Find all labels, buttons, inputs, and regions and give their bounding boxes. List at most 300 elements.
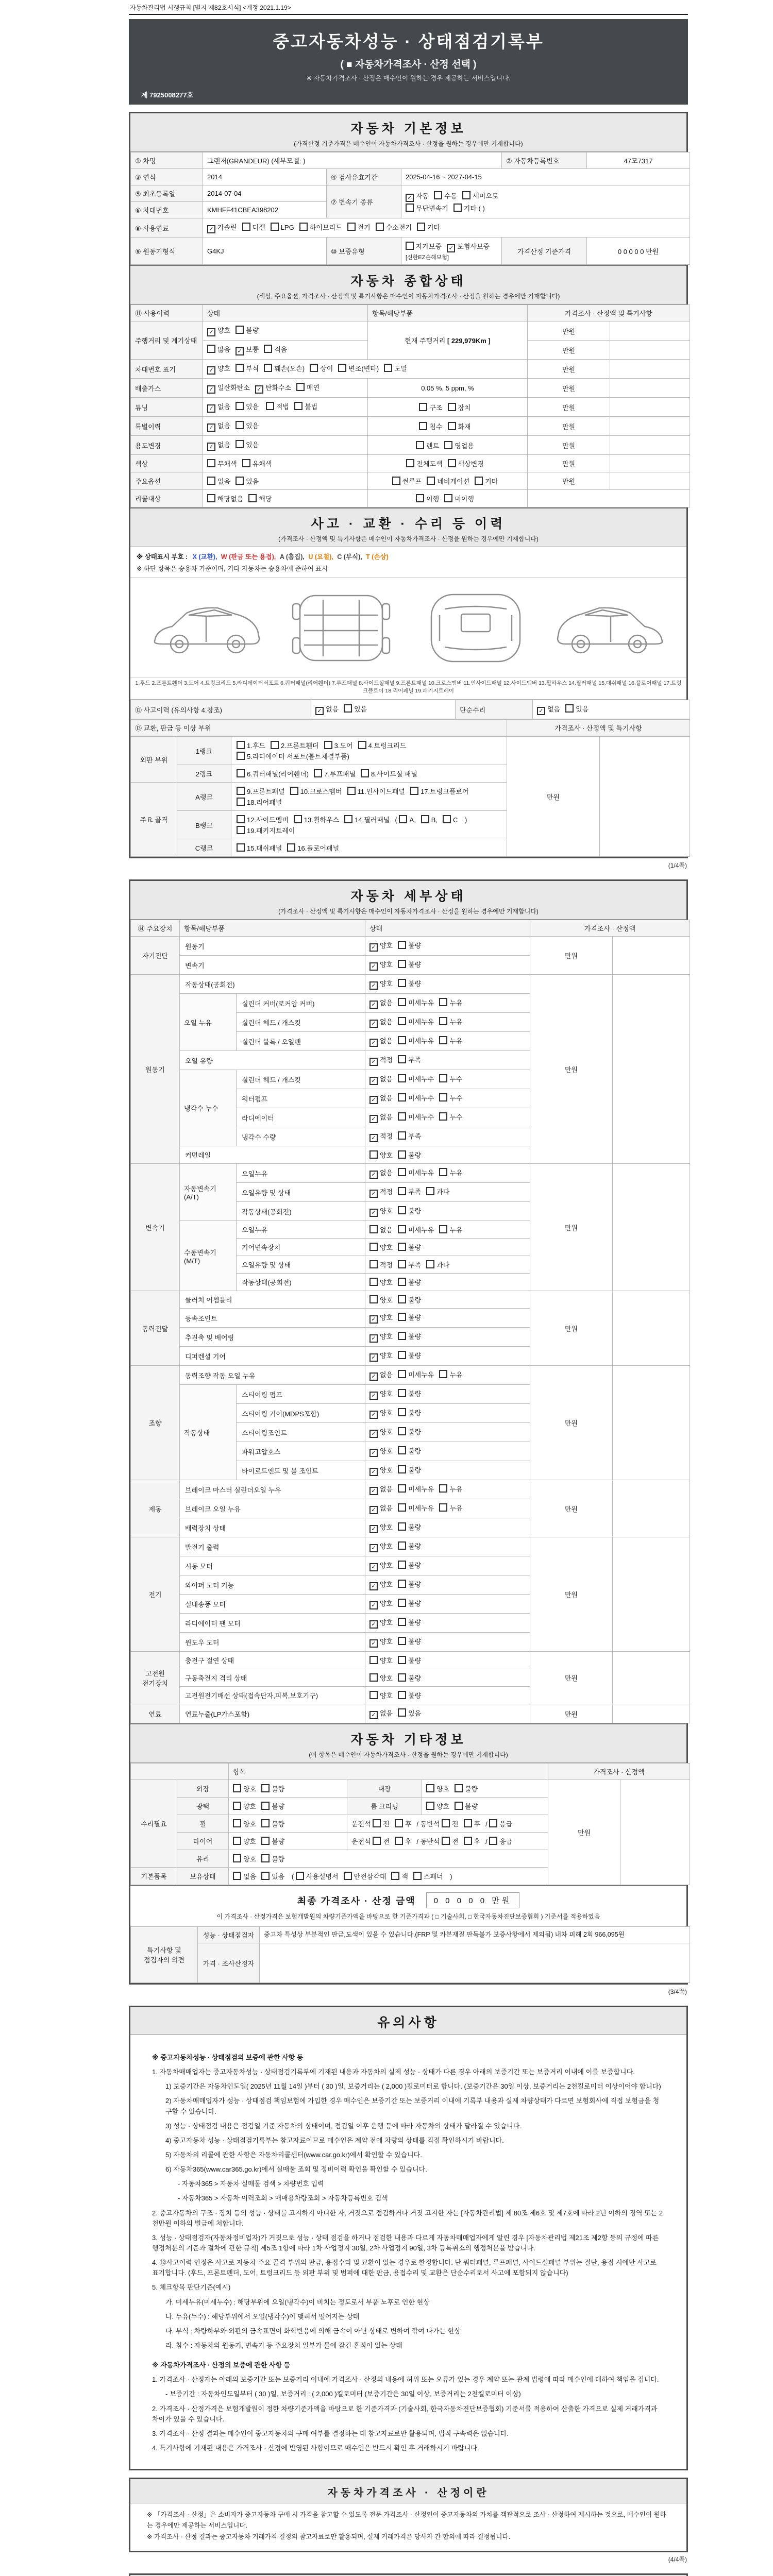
checkbox-option[interactable] [369, 1369, 393, 1381]
checkbox-option[interactable] [398, 1579, 421, 1589]
checkbox-icon[interactable] [338, 364, 346, 372]
checkbox-option[interactable] [369, 1016, 393, 1028]
checkbox-option[interactable] [207, 420, 230, 432]
checkbox-cell[interactable] [231, 839, 507, 857]
checkbox-checked-icon[interactable]: ✓ [369, 962, 378, 971]
checkbox-cell[interactable] [347, 1815, 548, 1833]
checkbox-option[interactable] [369, 1598, 393, 1609]
checkbox-option[interactable] [399, 815, 415, 824]
checkbox-cell[interactable] [203, 417, 368, 436]
checkbox-icon[interactable] [475, 477, 483, 485]
checkbox-option[interactable] [369, 1055, 393, 1066]
checkbox-cell[interactable] [365, 937, 530, 956]
checkbox-option[interactable] [398, 1541, 421, 1551]
checkbox-cell[interactable] [365, 1687, 530, 1704]
checkbox-cell[interactable] [229, 1780, 347, 1798]
checkbox-option[interactable] [261, 1836, 284, 1846]
checkbox-checked-icon[interactable]: ✓ [369, 1372, 378, 1381]
checkbox-option[interactable] [236, 439, 259, 449]
checkbox-option[interactable] [287, 843, 339, 853]
checkbox-icon[interactable] [399, 815, 407, 823]
checkbox-icon[interactable] [398, 1637, 406, 1645]
checkbox-icon[interactable] [261, 1837, 270, 1845]
checkbox-icon[interactable] [287, 843, 295, 852]
checkbox-checked-icon[interactable]: ✓ [207, 385, 215, 394]
checkbox-checked-icon[interactable]: ✓ [255, 385, 263, 394]
checkbox-option[interactable] [398, 940, 421, 950]
checkbox-icon[interactable] [416, 494, 424, 502]
checkbox-icon[interactable] [373, 1819, 381, 1827]
checkbox-option[interactable] [398, 1167, 434, 1177]
checkbox-cell[interactable] [365, 1274, 530, 1291]
checkbox-cell[interactable] [365, 1070, 530, 1089]
checkbox-icon[interactable] [426, 1187, 434, 1195]
checkbox-option[interactable] [398, 1312, 421, 1322]
checkbox-option[interactable] [207, 476, 230, 486]
checkbox-option[interactable] [439, 1167, 462, 1177]
checkbox-icon[interactable] [344, 1872, 352, 1880]
checkbox-checked-icon[interactable]: ✓ [369, 1525, 378, 1533]
checkbox-option[interactable] [369, 1522, 393, 1533]
checkbox-icon[interactable] [261, 1819, 270, 1827]
checkbox-option[interactable] [369, 1484, 393, 1495]
checkbox-icon[interactable] [448, 403, 456, 411]
checkbox-icon[interactable] [419, 422, 427, 430]
checkbox-option[interactable] [237, 797, 282, 807]
checkbox-option[interactable] [237, 751, 349, 761]
checkbox-option[interactable] [369, 1427, 393, 1438]
checkbox-option[interactable] [242, 222, 265, 232]
checkbox-option[interactable] [398, 1055, 421, 1064]
checkbox-icon[interactable] [439, 1168, 447, 1176]
checkbox-option[interactable] [439, 1074, 462, 1083]
checkbox-cell[interactable] [533, 700, 690, 719]
checkbox-icon[interactable] [398, 1074, 406, 1082]
checkbox-cell[interactable] [365, 1499, 530, 1518]
checkbox-option[interactable] [369, 1131, 393, 1142]
checkbox-option[interactable] [398, 1484, 434, 1494]
checkbox-checked-icon[interactable]: ✓ [369, 1582, 378, 1590]
checkbox-cell[interactable] [365, 1442, 530, 1461]
checkbox-checked-icon[interactable]: ✓ [369, 1171, 378, 1179]
checkbox-icon[interactable] [439, 1370, 447, 1378]
checkbox-option[interactable] [439, 1093, 462, 1103]
checkbox-cell[interactable] [401, 238, 502, 265]
checkbox-option[interactable] [462, 191, 498, 200]
checkbox-option[interactable] [237, 786, 285, 796]
checkbox-option[interactable] [439, 1112, 462, 1122]
checkbox-icon[interactable] [294, 815, 302, 823]
checkbox-icon[interactable] [398, 1187, 406, 1195]
checkbox-icon[interactable] [398, 998, 406, 1006]
checkbox-icon[interactable] [236, 477, 244, 485]
checkbox-icon[interactable] [294, 402, 303, 410]
checkbox-icon[interactable] [369, 1656, 378, 1664]
checkbox-option[interactable] [369, 1260, 393, 1269]
checkbox-option[interactable] [416, 440, 439, 450]
checkbox-option[interactable] [237, 843, 282, 853]
checkbox-cell[interactable] [365, 1032, 530, 1051]
checkbox-icon[interactable] [439, 1225, 447, 1233]
checkbox-icon[interactable] [398, 1131, 406, 1140]
checkbox-checked-icon[interactable]: ✓ [315, 707, 324, 715]
checkbox-icon[interactable] [398, 1260, 406, 1268]
checkbox-checked-icon[interactable]: ✓ [369, 1353, 378, 1362]
checkbox-icon[interactable] [398, 1427, 406, 1435]
checkbox-option[interactable] [369, 1465, 393, 1476]
checkbox-option[interactable] [391, 1871, 408, 1881]
checkbox-icon[interactable] [442, 1819, 450, 1827]
checkbox-icon[interactable] [236, 364, 244, 372]
checkbox-option[interactable] [426, 1784, 449, 1793]
checkbox-cell[interactable] [203, 398, 368, 417]
checkbox-option[interactable] [398, 1277, 421, 1287]
checkbox-icon[interactable] [398, 1112, 406, 1121]
checkbox-option[interactable] [416, 494, 439, 503]
checkbox-icon[interactable] [398, 1055, 406, 1063]
checkbox-option[interactable] [236, 363, 259, 373]
checkbox-option[interactable] [290, 786, 342, 796]
checkbox-cell[interactable] [231, 811, 507, 839]
checkbox-cell[interactable] [365, 1480, 530, 1499]
checkbox-option[interactable] [207, 382, 250, 394]
checkbox-option[interactable] [299, 222, 342, 232]
checkbox-cell[interactable] [365, 1518, 530, 1537]
checkbox-icon[interactable] [453, 204, 462, 212]
checkbox-checked-icon[interactable]: ✓ [369, 981, 378, 990]
checkbox-option[interactable] [237, 769, 309, 778]
checkbox-checked-icon[interactable]: ✓ [369, 1334, 378, 1343]
checkbox-option[interactable] [398, 1331, 421, 1341]
checkbox-icon[interactable] [398, 1036, 406, 1044]
checkbox-icon[interactable] [398, 1278, 406, 1286]
checkbox-cell[interactable] [231, 783, 507, 811]
checkbox-icon[interactable] [464, 1837, 472, 1845]
checkbox-option[interactable] [315, 704, 339, 715]
checkbox-icon[interactable] [296, 383, 305, 391]
checkbox-option[interactable] [447, 241, 490, 252]
checkbox-cell[interactable] [203, 490, 368, 507]
checkbox-icon[interactable] [233, 1819, 241, 1827]
checkbox-icon[interactable] [369, 1673, 378, 1682]
checkbox-icon[interactable] [398, 1150, 406, 1159]
checkbox-option[interactable] [294, 401, 317, 411]
checkbox-option[interactable] [369, 1112, 393, 1123]
checkbox-cell[interactable] [365, 1221, 530, 1239]
checkbox-option[interactable] [361, 769, 417, 778]
checkbox-icon[interactable] [369, 1278, 378, 1286]
checkbox-option[interactable] [369, 1503, 393, 1514]
checkbox-icon[interactable] [398, 979, 406, 987]
checkbox-cell[interactable] [365, 1575, 530, 1595]
checkbox-cell[interactable] [203, 436, 368, 455]
checkbox-option[interactable] [236, 420, 259, 430]
checkbox-icon[interactable] [419, 403, 427, 411]
checkbox-icon[interactable] [439, 1017, 447, 1025]
checkbox-icon[interactable] [448, 422, 456, 430]
checkbox-option[interactable] [369, 1312, 393, 1324]
checkbox-option[interactable] [207, 494, 243, 503]
checkbox-option[interactable] [448, 421, 471, 431]
checkbox-icon[interactable] [391, 1872, 399, 1880]
checkbox-icon[interactable] [233, 1784, 241, 1792]
checkbox-icon[interactable] [398, 1691, 406, 1699]
checkbox-cell[interactable] [365, 1385, 530, 1404]
checkbox-checked-icon[interactable]: ✓ [369, 1190, 378, 1198]
checkbox-option[interactable] [439, 1016, 462, 1026]
checkbox-cell[interactable] [365, 1669, 530, 1687]
checkbox-icon[interactable] [358, 741, 366, 749]
checkbox-icon[interactable] [398, 1093, 406, 1101]
checkbox-option[interactable] [369, 1206, 393, 1217]
checkbox-icon[interactable] [299, 223, 308, 231]
checkbox-option[interactable] [261, 1871, 284, 1881]
checkbox-cell[interactable] [422, 1798, 548, 1815]
checkbox-option[interactable] [398, 1242, 421, 1252]
checkbox-option[interactable] [369, 1388, 393, 1400]
checkbox-cell[interactable] [203, 455, 368, 472]
checkbox-icon[interactable] [439, 1093, 447, 1101]
checkbox-checked-icon[interactable]: ✓ [207, 404, 215, 413]
checkbox-option[interactable] [398, 1187, 421, 1196]
checkbox-icon[interactable] [261, 1872, 270, 1880]
checkbox-cell[interactable] [229, 1868, 548, 1885]
checkbox-icon[interactable] [421, 815, 429, 823]
checkbox-icon[interactable] [439, 1484, 447, 1493]
checkbox-cell[interactable] [203, 321, 368, 341]
checkbox-icon[interactable] [398, 1618, 406, 1626]
checkbox-cell[interactable] [203, 218, 690, 238]
checkbox-option[interactable] [455, 1784, 478, 1793]
checkbox-option[interactable] [347, 786, 405, 796]
checkbox-option[interactable] [398, 1673, 421, 1683]
checkbox-option[interactable] [406, 191, 429, 202]
checkbox-cell[interactable] [365, 1013, 530, 1032]
checkbox-icon[interactable] [426, 1260, 434, 1268]
checkbox-icon[interactable] [236, 440, 244, 448]
checkbox-option[interactable] [442, 1836, 459, 1846]
checkbox-option[interactable] [376, 222, 412, 232]
checkbox-icon[interactable] [261, 1854, 270, 1862]
checkbox-option[interactable] [369, 1036, 393, 1047]
checkbox-icon[interactable] [237, 798, 245, 806]
checkbox-cell[interactable] [365, 1051, 530, 1070]
checkbox-icon[interactable] [398, 1313, 406, 1321]
checkbox-option[interactable] [369, 1708, 393, 1719]
checkbox-cell[interactable] [368, 490, 528, 507]
checkbox-cell[interactable] [347, 1833, 548, 1850]
checkbox-option[interactable] [413, 1871, 443, 1881]
checkbox-option[interactable] [419, 421, 442, 431]
checkbox-checked-icon[interactable]: ✓ [369, 1430, 378, 1438]
checkbox-checked-icon[interactable]: ✓ [447, 244, 455, 252]
checkbox-checked-icon[interactable]: ✓ [369, 1020, 378, 1028]
checkbox-checked-icon[interactable]: ✓ [369, 1315, 378, 1324]
checkbox-icon[interactable] [237, 787, 245, 795]
checkbox-icon[interactable] [266, 402, 274, 410]
checkbox-option[interactable] [398, 997, 434, 1007]
checkbox-option[interactable] [207, 344, 230, 354]
checkbox-option[interactable] [236, 401, 259, 411]
checkbox-option[interactable] [369, 1295, 393, 1304]
checkbox-checked-icon[interactable]: ✓ [369, 1620, 378, 1629]
checkbox-cell[interactable] [365, 1239, 530, 1256]
checkbox-option[interactable] [369, 1408, 393, 1419]
checkbox-icon[interactable] [406, 242, 414, 250]
checkbox-icon[interactable] [417, 223, 425, 231]
checkbox-cell[interactable] [365, 1328, 530, 1347]
checkbox-checked-icon[interactable]: ✓ [369, 1134, 378, 1142]
checkbox-cell[interactable] [365, 1089, 530, 1108]
checkbox-option[interactable] [236, 476, 259, 486]
checkbox-cell[interactable] [365, 956, 530, 975]
checkbox-cell[interactable] [365, 1347, 530, 1366]
checkbox-icon[interactable] [237, 815, 245, 823]
checkbox-option[interactable] [439, 997, 462, 1007]
checkbox-option[interactable] [369, 1187, 393, 1198]
checkbox-cell[interactable] [365, 1183, 530, 1202]
checkbox-cell[interactable] [365, 1556, 530, 1575]
checkbox-checked-icon[interactable]: ✓ [369, 1639, 378, 1648]
checkbox-option[interactable] [344, 815, 390, 824]
checkbox-icon[interactable] [271, 223, 279, 231]
checkbox-option[interactable] [395, 1819, 412, 1828]
checkbox-option[interactable] [296, 382, 320, 392]
checkbox-cell[interactable] [365, 1537, 530, 1556]
checkbox-option[interactable] [426, 1187, 449, 1196]
checkbox-option[interactable] [264, 363, 305, 373]
checkbox-cell[interactable] [365, 1423, 530, 1442]
checkbox-option[interactable] [344, 1871, 386, 1881]
checkbox-option[interactable] [369, 1446, 393, 1457]
checkbox-option[interactable] [419, 402, 442, 412]
checkbox-option[interactable] [369, 1242, 393, 1252]
checkbox-option[interactable] [207, 459, 237, 468]
checkbox-icon[interactable] [398, 1503, 406, 1512]
checkbox-icon[interactable] [373, 1837, 381, 1845]
checkbox-option[interactable] [369, 1150, 393, 1160]
checkbox-option[interactable] [410, 786, 468, 796]
checkbox-cell[interactable] [231, 737, 507, 765]
checkbox-option[interactable] [207, 439, 230, 451]
checkbox-option[interactable] [373, 1819, 390, 1828]
checkbox-icon[interactable] [369, 1243, 378, 1251]
checkbox-checked-icon[interactable]: ✓ [369, 1487, 378, 1495]
checkbox-option[interactable] [565, 704, 589, 714]
checkbox-icon[interactable] [261, 1802, 270, 1810]
checkbox-icon[interactable] [398, 1673, 406, 1682]
checkbox-option[interactable] [242, 459, 272, 468]
checkbox-option[interactable] [434, 191, 457, 200]
checkbox-option[interactable] [384, 363, 407, 373]
checkbox-option[interactable] [398, 1150, 421, 1160]
checkbox-checked-icon[interactable]: ✓ [369, 1077, 378, 1085]
checkbox-option[interactable] [398, 1690, 421, 1700]
checkbox-cell[interactable] [203, 472, 368, 490]
checkbox-option[interactable] [369, 959, 393, 971]
checkbox-option[interactable] [398, 1503, 434, 1513]
checkbox-cell[interactable] [365, 1146, 530, 1164]
checkbox-option[interactable] [398, 1655, 421, 1665]
checkbox-option[interactable] [427, 476, 469, 486]
checkbox-icon[interactable] [398, 941, 406, 949]
checkbox-icon[interactable] [369, 1260, 378, 1268]
checkbox-cell[interactable] [229, 1815, 347, 1833]
checkbox-icon[interactable] [398, 1708, 406, 1717]
checkbox-icon[interactable] [324, 741, 332, 749]
checkbox-checked-icon[interactable]: ✓ [406, 194, 414, 202]
checkbox-option[interactable] [264, 344, 287, 354]
checkbox-icon[interactable] [310, 364, 318, 372]
checkbox-icon[interactable] [398, 1561, 406, 1569]
checkbox-option[interactable] [439, 1036, 462, 1045]
checkbox-cell[interactable] [365, 1127, 530, 1146]
checkbox-option[interactable] [398, 1036, 434, 1045]
checkbox-option[interactable] [398, 978, 421, 988]
checkbox-option[interactable] [369, 1167, 393, 1179]
checkbox-cell[interactable] [203, 341, 368, 360]
checkbox-icon[interactable] [398, 1484, 406, 1493]
checkbox-option[interactable] [294, 815, 339, 824]
checkbox-option[interactable] [398, 1560, 421, 1570]
checkbox-option[interactable] [237, 815, 289, 824]
checkbox-cell[interactable] [365, 1614, 530, 1633]
checkbox-option[interactable] [398, 1016, 434, 1026]
checkbox-icon[interactable] [455, 1784, 463, 1792]
checkbox-checked-icon[interactable]: ✓ [537, 707, 545, 715]
checkbox-checked-icon[interactable]: ✓ [369, 1506, 378, 1514]
checkbox-icon[interactable] [444, 441, 452, 449]
checkbox-cell[interactable] [365, 1704, 530, 1723]
checkbox-icon[interactable] [236, 421, 244, 429]
checkbox-option[interactable] [439, 1484, 462, 1494]
checkbox-checked-icon[interactable]: ✓ [369, 1563, 378, 1571]
checkbox-cell[interactable] [365, 1256, 530, 1274]
checkbox-icon[interactable] [398, 1206, 406, 1214]
checkbox-option[interactable] [489, 1819, 512, 1828]
checkbox-option[interactable] [233, 1819, 256, 1828]
checkbox-option[interactable] [398, 1408, 421, 1417]
checkbox-option[interactable] [237, 740, 265, 750]
checkbox-option[interactable] [398, 1260, 421, 1269]
checkbox-icon[interactable] [361, 769, 369, 777]
checkbox-option[interactable] [207, 325, 230, 336]
checkbox-option[interactable] [439, 1225, 462, 1234]
checkbox-option[interactable] [324, 740, 353, 750]
checkbox-icon[interactable] [444, 494, 452, 502]
checkbox-cell[interactable] [229, 1833, 347, 1850]
checkbox-icon[interactable] [236, 326, 244, 334]
checkbox-option[interactable] [369, 1277, 393, 1287]
checkbox-option[interactable] [266, 401, 289, 411]
checkbox-option[interactable] [398, 1598, 421, 1608]
checkbox-checked-icon[interactable]: ✓ [369, 1601, 378, 1609]
checkbox-checked-icon[interactable]: ✓ [207, 443, 215, 451]
checkbox-option[interactable] [236, 344, 259, 355]
checkbox-option[interactable] [369, 1331, 393, 1343]
checkbox-cell[interactable] [365, 1461, 530, 1480]
checkbox-icon[interactable] [439, 1503, 447, 1512]
checkbox-cell[interactable] [368, 455, 528, 472]
checkbox-icon[interactable] [410, 787, 418, 795]
checkbox-checked-icon[interactable]: ✓ [369, 1115, 378, 1123]
checkbox-icon[interactable] [395, 1819, 403, 1827]
checkbox-icon[interactable] [442, 1837, 450, 1845]
checkbox-option[interactable] [369, 1690, 393, 1700]
checkbox-cell[interactable] [365, 1366, 530, 1385]
checkbox-option[interactable] [369, 1093, 393, 1104]
checkbox-option[interactable] [453, 203, 485, 213]
